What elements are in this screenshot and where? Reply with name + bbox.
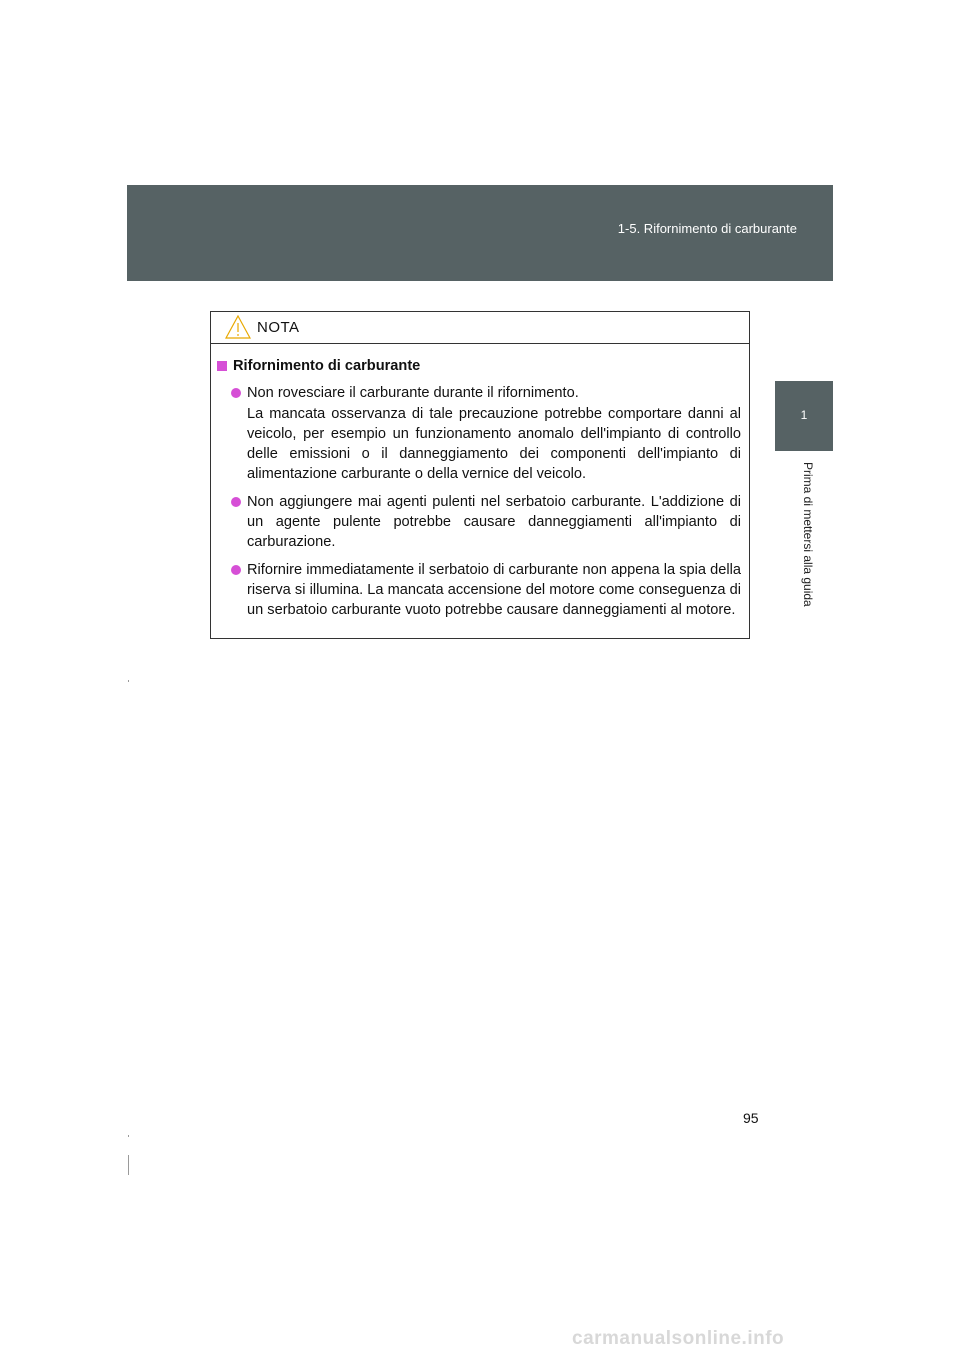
- list-item-text: [247, 560, 741, 621]
- crop-mark: [128, 1135, 129, 1137]
- notice-box: [210, 311, 750, 639]
- bullet-dot-icon: [231, 388, 241, 398]
- list-item-line: Rifornire immediatamente il serbatoio di carburante non appena la spia della riserva si illumina. La mancata accensione del motore come conseguenza di un serbatoio carburante vuoto potrebbe causare danneggiamenti al motore.: [247, 561, 741, 619]
- list-item: [217, 383, 741, 484]
- list-item: [217, 492, 741, 553]
- chapter-number: 1: [800, 408, 808, 422]
- list-item-line: La mancata osservanza di tale precauzione potrebbe comportare danni al veicolo, per esempio un funzionamento anomalo dell'impianto di controllo delle emissioni o il danneggiamento dei componenti dell'impianto di alimentazione carburante o della vernice del veicolo.: [247, 405, 741, 483]
- crop-mark: [128, 680, 129, 682]
- notice-section-heading: [217, 356, 741, 376]
- section-title: 1-5. Rifornimento di carburante: [617, 221, 797, 236]
- notice-section-title: Rifornimento di carburante: [233, 358, 421, 374]
- list-item-line: Non aggiungere mai agenti pulenti nel serbatoio carburante. L'addizione di un agente pulente potrebbe causare danneggiamenti all'impianto di carburazione.: [247, 493, 741, 551]
- page-number: 95: [743, 1110, 759, 1126]
- chapter-tab: [775, 381, 833, 451]
- list-item-line: Non rovesciare il carburante durante il rifornimento.: [247, 385, 579, 402]
- crop-mark: [128, 1155, 129, 1175]
- notice-label: NOTA: [257, 319, 300, 336]
- notice-body: [211, 344, 749, 621]
- square-bullet-icon: [217, 361, 227, 371]
- warning-triangle-icon: [225, 315, 251, 339]
- page-header: [127, 185, 833, 281]
- list-item-text: [247, 492, 741, 553]
- bullet-dot-icon: [231, 565, 241, 575]
- chapter-label: Prima di mettersi alla guida: [801, 462, 815, 607]
- watermark-text: carmanualsonline.info: [572, 1328, 785, 1349]
- bullet-dot-icon: [231, 497, 241, 507]
- list-item-text: [247, 383, 741, 484]
- notice-header: [211, 312, 749, 344]
- list-item: [217, 560, 741, 621]
